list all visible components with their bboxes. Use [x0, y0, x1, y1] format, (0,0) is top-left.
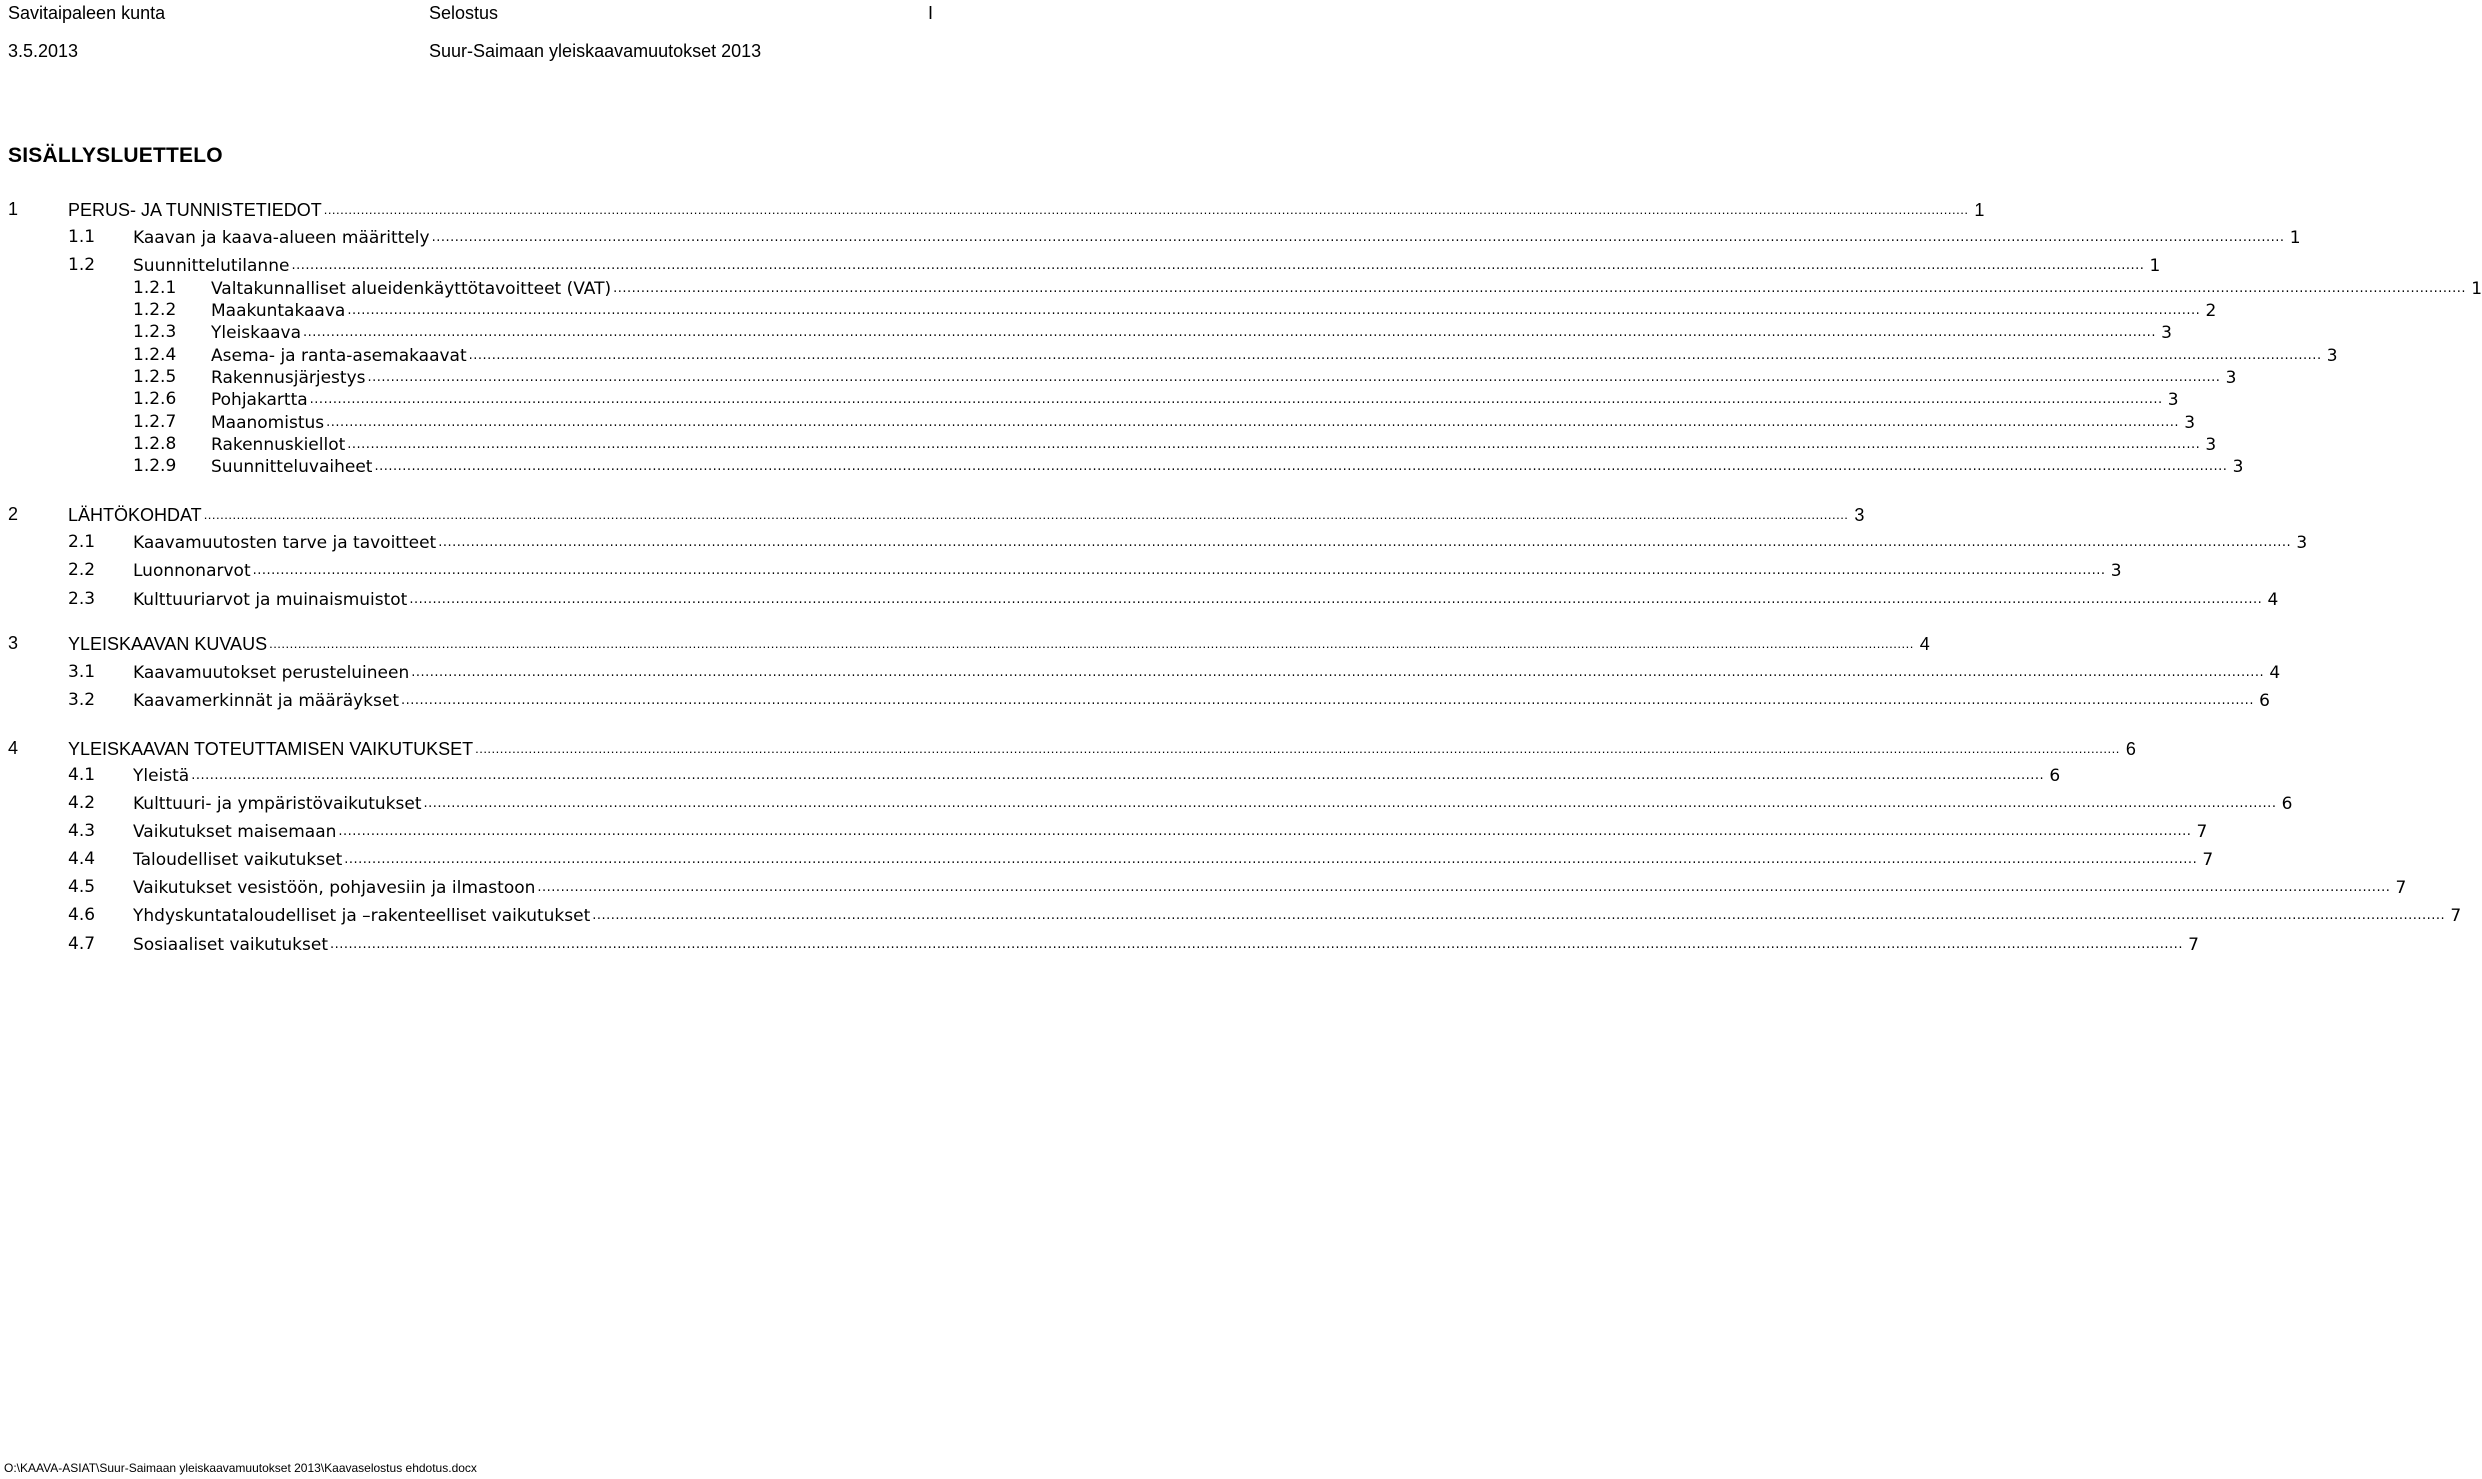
toc-entry[interactable] — [133, 432, 2217, 456]
toc-entry-title: Asema- ja ranta-asemakaavat — [211, 346, 467, 366]
toc-entry-title: Kaavan ja kaava-alueen määrittely — [133, 228, 430, 248]
toc-entry-number: 4.2 — [68, 793, 96, 813]
toc-entry-number: 3.1 — [68, 662, 96, 682]
toc-entry-number: 4.7 — [68, 934, 96, 954]
toc-dot-leader: ................................................................................................................................................................................................................................................................................................................................................................................................................ — [338, 824, 2192, 839]
toc-entry[interactable] — [8, 631, 1930, 655]
toc-entry[interactable] — [8, 197, 1985, 221]
toc-entry[interactable] — [68, 660, 2281, 684]
toc-dot-leader: ................................................................................................................................................................................................................................................................................................................................................................................................................ — [347, 437, 2201, 452]
toc-entry[interactable] — [68, 847, 2214, 871]
toc-entry-page: 7 — [2196, 822, 2208, 842]
toc-dot-leader: ................................................................................................................................................................................................................................................................................................................................................................................................................ — [423, 796, 2277, 811]
toc-entry-title: Suunnittelutilanne — [133, 256, 290, 276]
toc-dot-leader: ................................................................................................................................................................................................................................................................................................................................................................................................................ — [303, 325, 2156, 340]
toc-dot-leader: ................................................................................................................................................................................................................................................................................................................................................................................................................ — [409, 592, 2263, 607]
toc-entry-number: 4.5 — [68, 877, 96, 897]
toc-entry-number: 4.3 — [68, 821, 96, 841]
toc-entry[interactable] — [68, 819, 2208, 843]
toc-dot-leader: ................................................................................................................................................................................................................................................................................................................................................................................................................ — [438, 535, 2292, 550]
toc-entry-title: Yleiskaava — [211, 323, 302, 343]
toc-entry-number: 3.2 — [68, 690, 96, 710]
toc-entry-page: 1 — [2471, 279, 2482, 299]
toc-entry-number: 2.1 — [68, 532, 96, 552]
toc-entry-page: 7 — [2202, 850, 2214, 870]
toc-entry-number: 1.2.6 — [133, 389, 177, 409]
toc-entry-page: 1 — [1974, 200, 1985, 220]
toc-entry-title: Maanomistus — [211, 413, 325, 433]
toc-entry-title: Vaikutukset maisemaan — [133, 822, 337, 842]
toc-dot-leader: ................................................................................................................................................................................................................................................................................................................................................................................................................ — [592, 908, 2446, 923]
toc-entry-page: 6 — [2125, 739, 2136, 759]
toc-entry-page: 4 — [1919, 634, 1930, 654]
toc-entry-number: 1.1 — [68, 227, 96, 247]
toc-entry-number: 4.1 — [68, 765, 96, 785]
toc-entry-number: 1 — [8, 199, 19, 219]
toc-entry[interactable] — [133, 410, 2196, 434]
toc-entry-page: 3 — [2161, 323, 2172, 343]
toc-dot-leader: ................................................................................................................................................................................................................................................................................................................................................................................................................ — [291, 258, 2145, 273]
toc-dot-leader: ................................................................................................................................................................................................................................................................................................................................................................................................................ — [203, 507, 1849, 522]
toc-entry[interactable] — [68, 587, 2279, 611]
toc-dot-leader: ................................................................................................................................................................................................................................................................................................................................................................................................................ — [269, 636, 1914, 651]
toc-entry-page: 6 — [2049, 766, 2061, 786]
toc-entry[interactable] — [68, 558, 2122, 582]
toc-entry[interactable] — [133, 298, 2217, 322]
toc-entry[interactable] — [133, 387, 2179, 411]
toc-dot-leader: ................................................................................................................................................................................................................................................................................................................................................................................................................ — [411, 665, 2265, 680]
toc-entry[interactable] — [133, 454, 2244, 478]
toc-dot-leader: ................................................................................................................................................................................................................................................................................................................................................................................................................ — [475, 741, 2120, 756]
toc-entry-title: Pohjakartta — [211, 390, 308, 410]
toc-entry-page: 6 — [2281, 794, 2293, 814]
toc-entry-title: Maakuntakaava — [211, 301, 346, 321]
toc-dot-leader: ................................................................................................................................................................................................................................................................................................................................................................................................................ — [330, 937, 2183, 952]
toc-entry-page: 3 — [2232, 457, 2244, 477]
toc-entry-page: 7 — [2188, 935, 2199, 955]
header-document-type: Selostus — [429, 3, 499, 23]
header-date: 3.5.2013 — [8, 41, 79, 61]
toc-entry-number: 4.4 — [68, 849, 96, 869]
header-project: Suur-Saimaan yleiskaavamuutokset 2013 — [429, 41, 762, 61]
toc-entry-number: 1.2.4 — [133, 345, 177, 365]
toc-entry[interactable] — [68, 791, 2293, 815]
footer-file-path: O:\KAAVA-ASIAT\Suur-Saimaan yleiskaavamuutokset 2013\Kaavaselostus ehdotus.docx — [4, 1461, 477, 1475]
toc-entry-title: Kaavamuutosten tarve ja tavoitteet — [133, 533, 437, 553]
toc-entry-title: PERUS- JA TUNNISTETIEDOT — [68, 200, 322, 220]
toc-entry-page: 7 — [2450, 906, 2462, 926]
toc-dot-leader: ................................................................................................................................................................................................................................................................................................................................................................................................................ — [323, 202, 1969, 217]
toc-entry-title: Kaavamerkinnät ja määräykset — [133, 691, 400, 711]
toc-entry-title: YLEISKAAVAN TOTEUTTAMISEN VAIKUTUKSET — [68, 739, 474, 759]
toc-entry-page: 4 — [2267, 590, 2279, 610]
toc-entry-number: 1.2.9 — [133, 456, 177, 476]
header-organization: Savitaipaleen kunta — [8, 3, 166, 23]
toc-dot-leader: ................................................................................................................................................................................................................................................................................................................................................................................................................ — [347, 303, 2201, 318]
toc-dot-leader: ................................................................................................................................................................................................................................................................................................................................................................................................................ — [191, 768, 2045, 783]
toc-dot-leader: ................................................................................................................................................................................................................................................................................................................................................................................................................ — [613, 281, 2467, 296]
toc-entry-number: 4 — [8, 738, 19, 758]
toc-entry-number: 1.2.1 — [133, 278, 177, 298]
toc-entry-page: 3 — [2225, 368, 2237, 388]
toc-entry-number: 3 — [8, 633, 19, 653]
toc-entry-page: 3 — [2167, 390, 2179, 410]
toc-entry-page: 6 — [2259, 691, 2270, 711]
toc-entry-number: 1.2.2 — [133, 300, 177, 320]
toc-entry-page: 3 — [2184, 413, 2196, 433]
toc-dot-leader: ................................................................................................................................................................................................................................................................................................................................................................................................................ — [367, 370, 2221, 385]
toc-entry[interactable] — [68, 875, 2407, 899]
toc-entry-title: Taloudelliset vaikutukset — [133, 850, 343, 870]
toc-entry-number: 1.2.7 — [133, 412, 177, 432]
toc-title: SISÄLLYSLUETTELO — [8, 144, 223, 167]
toc-entry-number: 1.2.3 — [133, 322, 177, 342]
toc-entry-title: LÄHTÖKOHDAT — [68, 505, 202, 525]
toc-entry-title: Luonnonarvot — [133, 561, 251, 581]
toc-dot-leader: ................................................................................................................................................................................................................................................................................................................................................................................................................ — [309, 392, 2163, 407]
toc-entry-page: 1 — [2289, 228, 2301, 248]
toc-entry[interactable] — [8, 736, 2136, 760]
toc-dot-leader: ................................................................................................................................................................................................................................................................................................................................................................................................................ — [401, 693, 2254, 708]
toc-entry-title: YLEISKAAVAN KUVAUS — [68, 634, 268, 654]
toc-entry-page: 2 — [2205, 301, 2217, 321]
toc-entry-page: 3 — [2110, 561, 2122, 581]
toc-dot-leader: ................................................................................................................................................................................................................................................................................................................................................................................................................ — [252, 563, 2106, 578]
toc-entry[interactable] — [133, 343, 2338, 367]
toc-entry-number: 2.3 — [68, 589, 96, 609]
toc-dot-leader: ................................................................................................................................................................................................................................................................................................................................................................................................................ — [344, 852, 2198, 867]
toc-dot-leader: ................................................................................................................................................................................................................................................................................................................................................................................................................ — [326, 415, 2180, 430]
toc-entry-title: Rakennuskiellot — [211, 435, 346, 455]
toc-dot-leader: ................................................................................................................................................................................................................................................................................................................................................................................................................ — [374, 459, 2228, 474]
toc-entry-title: Rakennusjärjestys — [211, 368, 366, 388]
toc-entry-number: 1.2.5 — [133, 367, 177, 387]
toc-entry-number: 1.2.8 — [133, 434, 177, 454]
toc-entry-number: 2 — [8, 504, 19, 524]
toc-entry[interactable] — [68, 903, 2462, 927]
toc-dot-leader: ................................................................................................................................................................................................................................................................................................................................................................................................................ — [468, 348, 2322, 363]
toc-entry[interactable] — [133, 365, 2237, 389]
toc-entry-title: Vaikutukset vesistöön, pohjavesiin ja ilmastoon — [133, 878, 536, 898]
toc-entry-title: Yhdyskuntataloudelliset ja –rakenteelliset vaikutukset — [133, 906, 591, 926]
toc-entry-title: Kulttuuriarvot ja muinaismuistot — [133, 590, 408, 610]
toc-entry-page: 1 — [2149, 256, 2161, 276]
toc-entry-title: Sosiaaliset vaikutukset — [133, 935, 329, 955]
toc-entry[interactable] — [68, 932, 2199, 956]
toc-entry-number: 4.6 — [68, 905, 96, 925]
toc-entry[interactable] — [68, 763, 2061, 787]
toc-entry-number: 2.2 — [68, 560, 96, 580]
toc-dot-leader: ................................................................................................................................................................................................................................................................................................................................................................................................................ — [537, 880, 2391, 895]
toc-entry[interactable] — [68, 225, 2301, 249]
header-page-label: I — [928, 3, 934, 23]
toc-entry[interactable] — [133, 276, 2482, 300]
toc-entry[interactable] — [68, 688, 2270, 712]
toc-entry-page: 3 — [2205, 435, 2217, 455]
toc-entry-page: 3 — [2326, 346, 2338, 366]
toc-entry[interactable] — [133, 320, 2172, 344]
toc-entry-page: 4 — [2269, 663, 2281, 683]
toc-entry-page: 3 — [2296, 533, 2308, 553]
toc-entry[interactable] — [68, 530, 2308, 554]
toc-entry[interactable] — [68, 253, 2161, 277]
toc-entry-number: 1.2 — [68, 255, 96, 275]
toc-dot-leader: ................................................................................................................................................................................................................................................................................................................................................................................................................ — [431, 230, 2285, 245]
toc-entry-title: Valtakunnalliset alueidenkäyttötavoitteet (VAT) — [211, 279, 612, 299]
toc-entry-page: 7 — [2395, 878, 2407, 898]
toc-entry-title: Suunnitteluvaiheet — [211, 457, 373, 477]
toc-entry-title: Kulttuuri- ja ympäristövaikutukset — [133, 794, 422, 814]
toc-entry-page: 3 — [1854, 505, 1865, 525]
toc-entry-title: Yleistä — [133, 766, 190, 786]
toc-entry-title: Kaavamuutokset perusteluineen — [133, 663, 410, 683]
toc-entry[interactable] — [8, 502, 1865, 526]
